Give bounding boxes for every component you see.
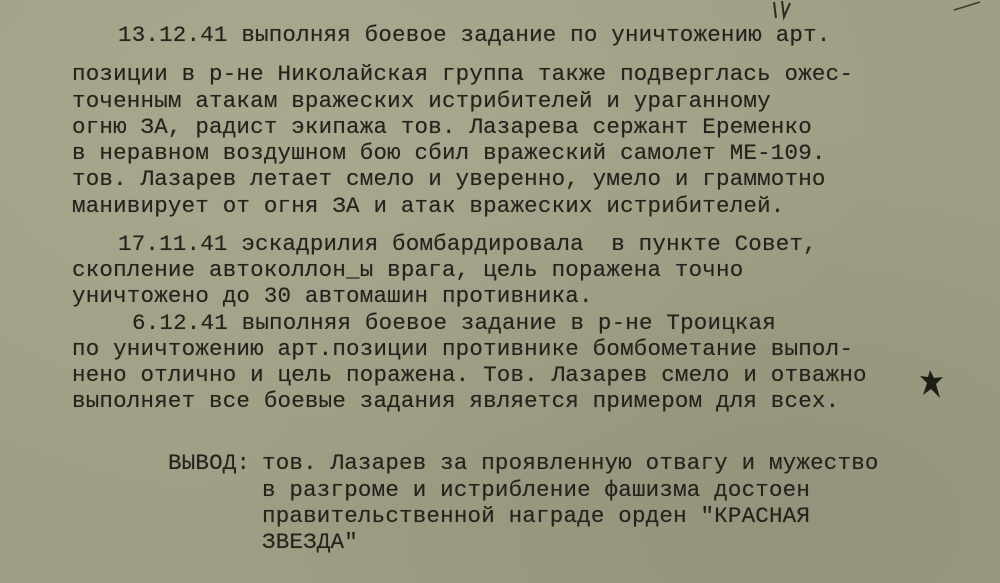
conclusion-line: тов. Лазарев за проявленную отвагу и мужество — [262, 450, 879, 476]
body-line: в неравном воздушном бою сбил вражеский самолет МЕ-109. — [72, 140, 826, 166]
conclusion-line: правительственной награде орден "КРАСНАЯ — [262, 503, 811, 529]
body-line: по уничтожению арт.позиции противнике бомбометание выпол- — [72, 336, 854, 362]
corner-tick-icon — [952, 0, 982, 12]
body-line: манивирует от огня ЗА и атак вражеских истрибителей. — [72, 193, 785, 219]
conclusion-line: ЗВЕЗДА" — [262, 529, 358, 555]
body-line: точенным атакам вражеских истрибителей и ураганному — [72, 88, 771, 114]
body-line: скопление автоколлон_ы врага, цель поражена точно — [72, 257, 744, 283]
body-line: тов. Лазарев летает смело и уверенно, умело и граммотно — [72, 166, 826, 192]
conclusion-label: ВЫВОД: — [168, 450, 251, 476]
conclusion-line: в разгроме и истрибление фашизма достоен — [262, 477, 811, 503]
body-line: 17.11.41 эскадрилия бомбардировала в пункте Совет, — [118, 231, 817, 257]
body-line: огню ЗА, радист экипажа тов. Лазарева сержант Еременко — [72, 114, 812, 140]
body-line: позиции в р-не Николайская группа также подверглась ожес- — [72, 61, 854, 87]
pen-mark-icon — [770, 0, 796, 22]
body-line: уничтожено до 30 автомашин противника. — [72, 283, 593, 309]
body-line: 6.12.41 выполняя боевое задание в р-не Троицкая — [132, 310, 777, 336]
body-line: нено отлично и цель поражена. Тов. Лазарев смело и отважно — [72, 362, 867, 388]
body-line: 13.12.41 выполняя боевое задание по уничтожению арт. — [118, 22, 831, 48]
body-line: выполняет все боевые задания является примером для всех. — [72, 388, 840, 414]
ink-blot-icon — [918, 368, 946, 402]
